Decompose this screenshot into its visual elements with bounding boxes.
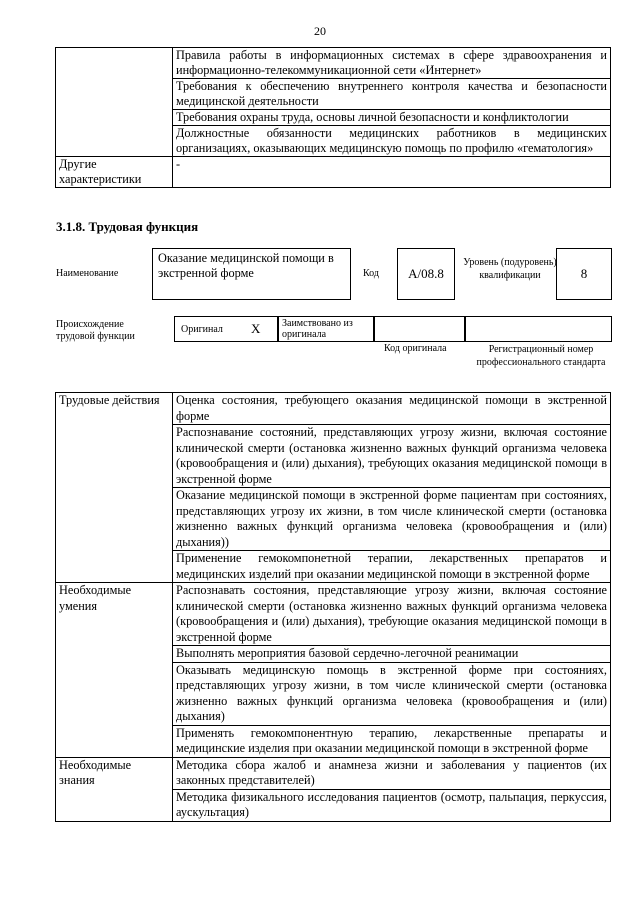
qualification-level-label: Уровень (подуровень) квалификации bbox=[463, 257, 557, 281]
qualification-level-field: 8 bbox=[556, 248, 612, 300]
table-cell: Выполнять мероприятия базовой сердечно-легочной реанимации bbox=[173, 646, 611, 663]
original-cell bbox=[174, 316, 278, 342]
row-label-labor-actions: Трудовые действия bbox=[56, 393, 173, 583]
borrowed-cell: Заимствовано из оригинала bbox=[278, 316, 374, 342]
reg-number-cell bbox=[465, 316, 612, 342]
function-details-table bbox=[55, 392, 611, 822]
original-label: Оригинал bbox=[181, 324, 223, 335]
table-row bbox=[56, 757, 611, 789]
table-cell: Распознавание состояний, представляющих угрозу жизни, включая состояние клинической смерти (остановка жизненно важных функций организма человека (кровообращения и (или) дыхания), требующих оказания медицинской помощи в экстренной форме bbox=[173, 425, 611, 488]
table-cell: Применять гемокомпонентную терапию, лекарственные препараты и медицинские изделия при оказании медицинской помощи в экстренной форме bbox=[173, 725, 611, 757]
top-requirements-table bbox=[55, 47, 611, 188]
code-original-label: Код оригинала bbox=[384, 343, 447, 354]
table-row bbox=[56, 393, 611, 425]
row-label bbox=[56, 48, 173, 157]
table-cell: - bbox=[173, 157, 611, 188]
original-mark: X bbox=[251, 321, 261, 336]
code-original-cell bbox=[374, 316, 465, 342]
row-label-required-knowledge: Необходимые знания bbox=[56, 757, 173, 821]
table-cell: Распознавать состояния, представляющие угрозу жизни, включая состояние клинической смерти (остановка жизненно важных функций организма человека (кровообращения и (или) дыхания), требующие оказания медицинской помощи в экстренной форме bbox=[173, 583, 611, 646]
table-cell: Оценка состояния, требующего оказания медицинской помощи в экстренной форме bbox=[173, 393, 611, 425]
function-code-field: A/08.8 bbox=[397, 248, 455, 300]
table-cell: Методика сбора жалоб и анамнеза жизни и заболевания у пациентов (их законных представителей) bbox=[173, 757, 611, 789]
section-heading: 3.1.8. Трудовая функция bbox=[56, 219, 199, 234]
name-label: Наименование bbox=[56, 268, 119, 279]
row-label-required-skills: Необходимые умения bbox=[56, 583, 173, 758]
function-name-field: Оказание медицинской помощи в экстренной форме bbox=[152, 248, 351, 300]
table-cell: Правила работы в информационных системах в сфере здравоохранения и информационно-телекоммуникационной сети «Интернет» bbox=[173, 48, 611, 79]
table-cell: Оказывать медицинскую помощь в экстренной форме при состояниях, представляющих угрозу жизни, в том числе клинической смерти (остановка жизненно важных функций организма человека (кровообращения и (или) дыхания) bbox=[173, 662, 611, 725]
origin-label: Происхождение трудовой функции bbox=[56, 319, 135, 342]
code-label: Код bbox=[363, 268, 379, 279]
table-cell: Применение гемокомпонетной терапии, лекарственных препаратов и медицинских изделий при оказании медицинской помощи в экстренной форме bbox=[173, 551, 611, 583]
reg-number-label: Регистрационный номер профессионального стандарта bbox=[476, 344, 606, 368]
table-cell: Оказание медицинской помощи в экстренной форме пациентам при состояниях, представляющих угрозу их жизни, в том числе клинической смерти (остановка жизненно важных функций организма человека (кровообращения и (или) дыхания)) bbox=[173, 488, 611, 551]
row-label-other-characteristics: Другие характеристики bbox=[56, 157, 173, 188]
table-cell: Требования охраны труда, основы личной безопасности и конфликтологии bbox=[173, 110, 611, 126]
table-cell: Методика физикального исследования пациентов (осмотр, пальпация, перкуссия, аускультация) bbox=[173, 789, 611, 821]
table-row bbox=[56, 157, 611, 188]
page-number: 20 bbox=[314, 24, 326, 38]
table-row bbox=[56, 583, 611, 646]
table-row bbox=[56, 48, 611, 79]
table-cell: Должностные обязанности медицинских работников в медицинских организациях, оказывающих медицинскую помощь по профилю «гематология» bbox=[173, 126, 611, 157]
table-cell: Требования к обеспечению внутреннего контроля качества и безопасности медицинской деятельности bbox=[173, 79, 611, 110]
